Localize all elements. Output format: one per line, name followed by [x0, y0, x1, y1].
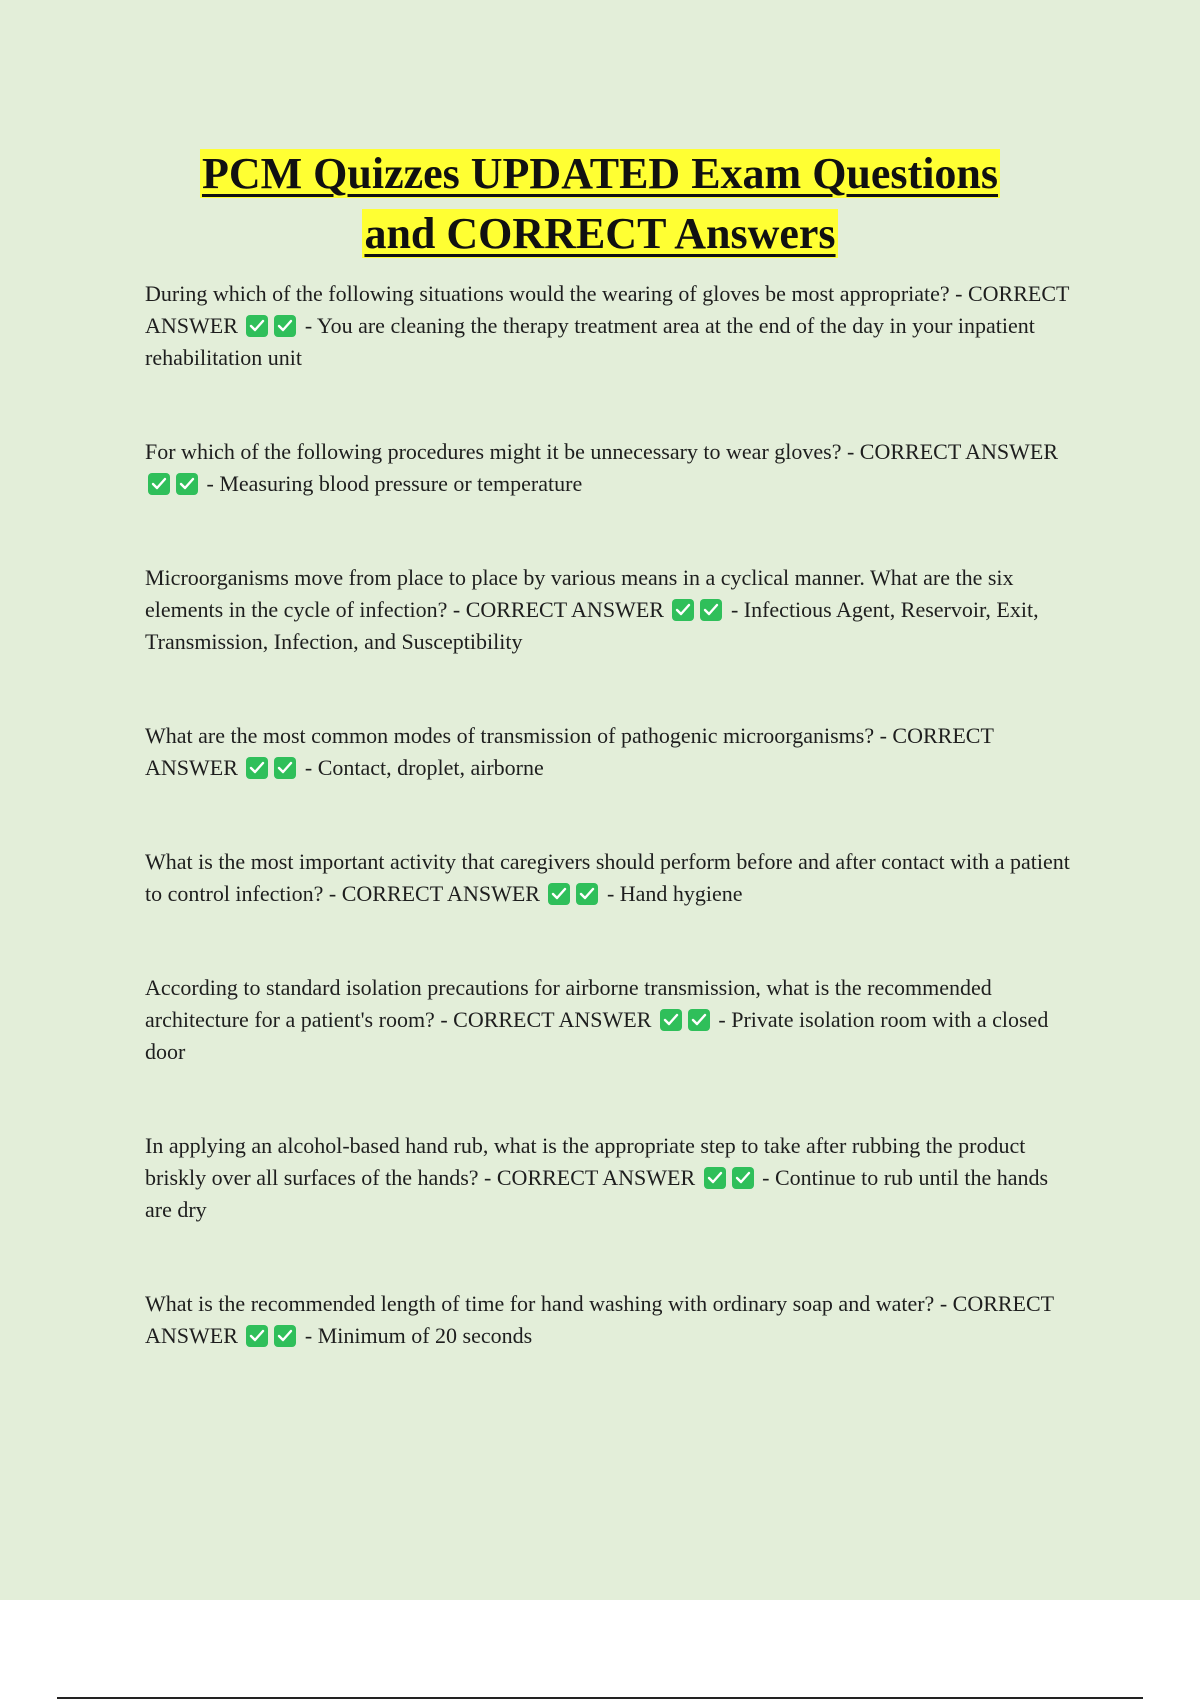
- answer-text: - Hand hygiene: [606, 881, 743, 906]
- answer-text: - Private isolation room with a closed door: [145, 1007, 1049, 1064]
- check-box-icon: [688, 1009, 710, 1031]
- answer-text: - Contact, droplet, airborne: [304, 755, 544, 780]
- check-box-icon: [148, 473, 170, 495]
- check-box-icon: [548, 883, 570, 905]
- check-box-icon: [274, 315, 296, 337]
- check-box-icon: [274, 757, 296, 779]
- qa-item: [145, 972, 1080, 1068]
- question-text: What is the most important activity that caregivers should perform before and after contact with a patient to control infection? - CORRECT ANSWER: [145, 849, 1070, 906]
- answer-text: - Continue to rub until the hands are dry: [145, 1165, 1049, 1222]
- check-box-icon: [274, 1325, 296, 1347]
- question-text: Microorganisms move from place to place by various means in a cyclical manner. What are the six elements in the cycle of infection? - CORRECT ANSWER: [145, 565, 1014, 622]
- check-box-icon: [672, 599, 694, 621]
- answer-text: - Minimum of 20 seconds: [304, 1323, 533, 1348]
- check-box-icon: [246, 1325, 268, 1347]
- answer-text: - Measuring blood pressure or temperature: [206, 471, 583, 496]
- question-text: In applying an alcohol-based hand rub, what is the appropriate step to take after rubbing the product briskly over all surfaces of the hands? - CORRECT ANSWER: [145, 1133, 1026, 1190]
- answer-text: - Infectious Agent, Reservoir, Exit, Transmission, Infection, and Susceptibility: [145, 597, 1039, 654]
- check-box-icon: [704, 1167, 726, 1189]
- check-box-icon: [246, 315, 268, 337]
- qa-item: [145, 562, 1080, 658]
- check-box-icon: [732, 1167, 754, 1189]
- qa-item: [145, 846, 1080, 910]
- question-text: For which of the following procedures might it be unnecessary to wear gloves? - CORRECT ANSWER: [145, 439, 1059, 464]
- answer-text: - You are cleaning the therapy treatment area at the end of the day in your inpatient rehabilitation unit: [145, 313, 1035, 370]
- qa-item: [145, 1288, 1080, 1352]
- title-line-1: PCM Quizzes UPDATED Exam Questions: [201, 149, 999, 198]
- check-box-icon: [660, 1009, 682, 1031]
- check-box-icon: [176, 473, 198, 495]
- check-box-icon: [576, 883, 598, 905]
- question-text: According to standard isolation precautions for airborne transmission, what is the recommended architecture for a patient's room? - CORRECT ANSWER: [145, 975, 992, 1032]
- question-text: During which of the following situations would the wearing of gloves be most appropriate? - CORRECT ANSWER: [145, 281, 1070, 338]
- qa-item: [145, 720, 1080, 784]
- qa-item: [145, 436, 1080, 500]
- footer-divider: [57, 1697, 1143, 1699]
- question-text: What are the most common modes of transmission of pathogenic microorganisms? - CORRECT ANSWER: [145, 723, 994, 780]
- qa-item: [145, 278, 1080, 374]
- document-title: [0, 144, 1200, 264]
- question-text: What is the recommended length of time for hand washing with ordinary soap and water? - CORRECT ANSWER: [145, 1291, 1054, 1348]
- check-box-icon: [700, 599, 722, 621]
- qa-list: [145, 278, 1080, 1414]
- qa-item: [145, 1130, 1080, 1226]
- check-box-icon: [246, 757, 268, 779]
- title-line-2: and CORRECT Answers: [364, 209, 836, 258]
